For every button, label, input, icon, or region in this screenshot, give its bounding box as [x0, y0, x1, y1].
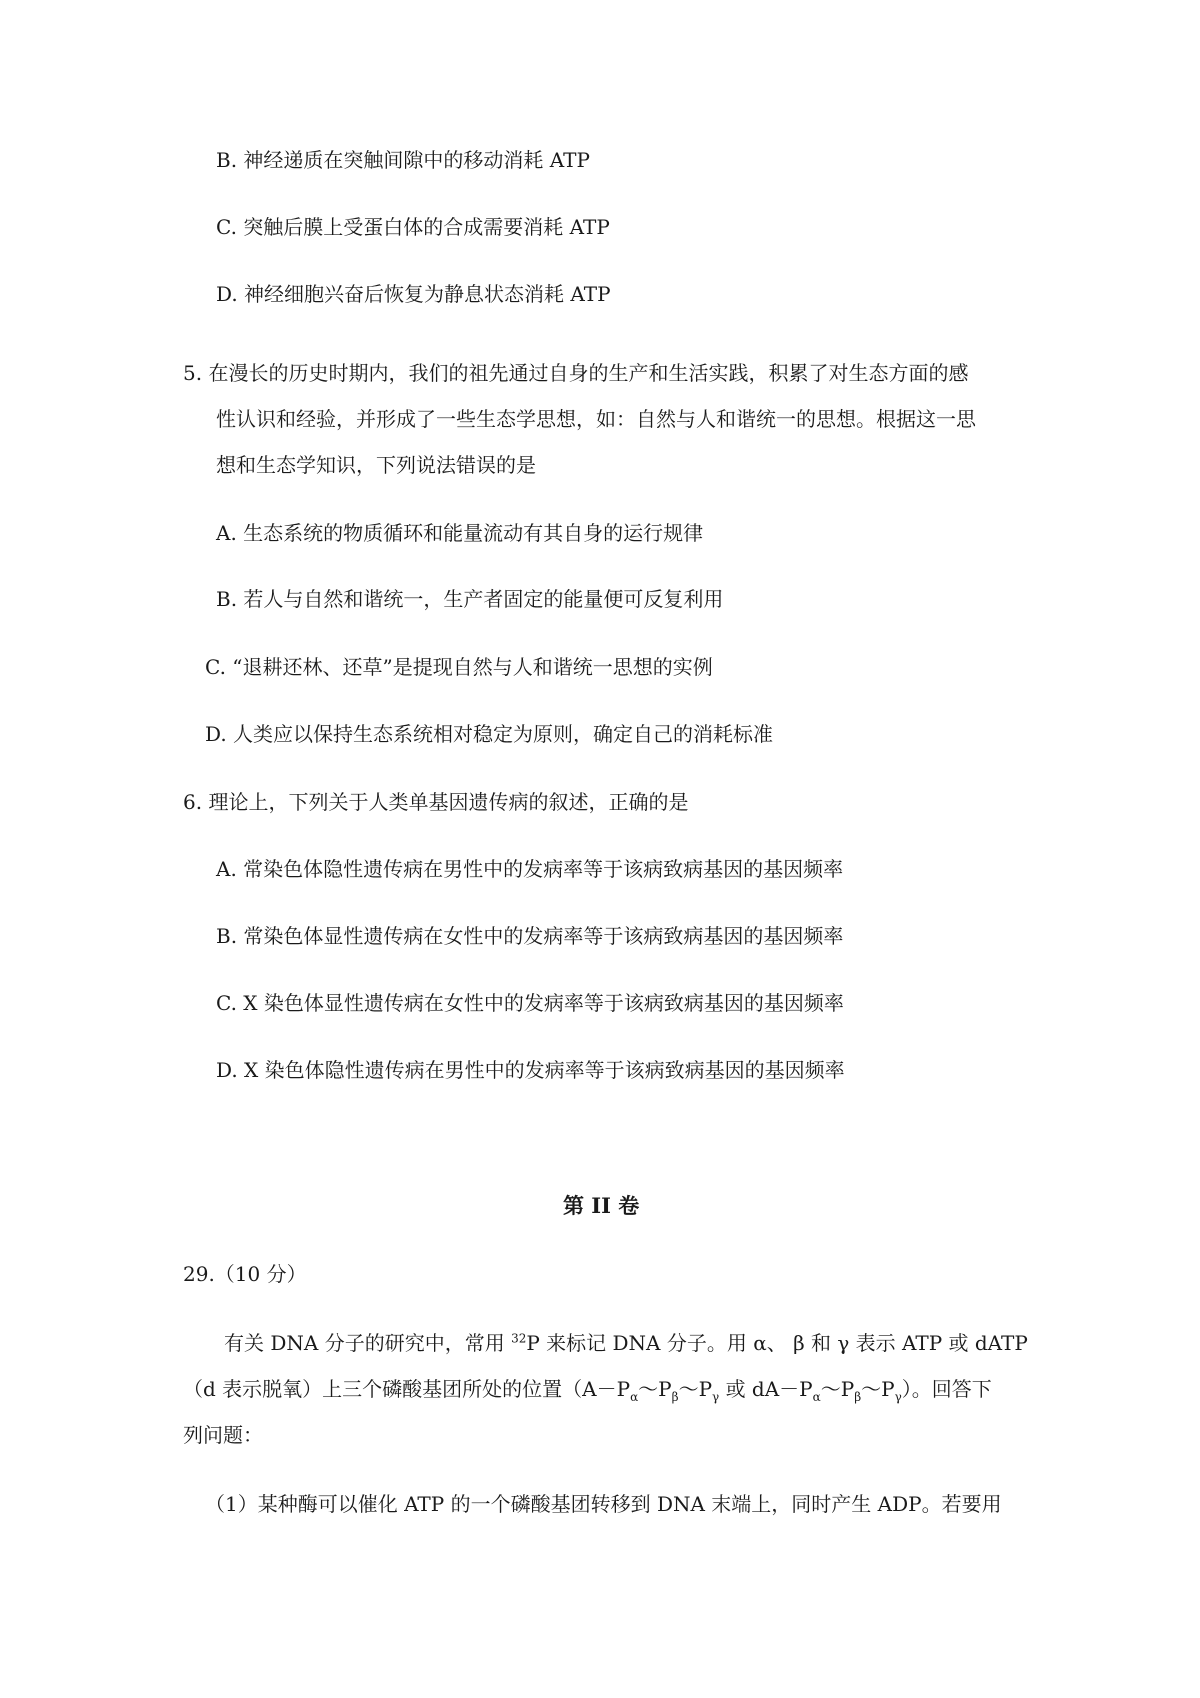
q29-p2-end: ）。回答下 — [901, 1377, 992, 1401]
q6-option-d: D. X 染色体隐性遗传病在男性中的发病率等于该病致病基因的基因频率 — [216, 1058, 845, 1082]
q29-p1-text-b: P 来标记 DNA 分子。用 α、 β 和 γ 表示 ATP 或 dATP — [526, 1331, 1028, 1355]
q4-option-d: D. 神经细胞兴奋后恢复为静息状态消耗 ATP — [216, 282, 611, 306]
q5-stem-line3: 想和生态学知识，下列说法错误的是 — [216, 453, 536, 477]
q4-option-b: B. 神经递质在突触间隙中的移动消耗 ATP — [216, 148, 590, 172]
q29-p2-mid: 或 dA－P — [719, 1377, 813, 1401]
q5-stem-line1: 5. 在漫长的历史时期内，我们的祖先通过自身的生产和生活实践，积累了对生态方面的感 — [183, 361, 969, 385]
q29-p2-text-a: （d 表示脱氧）上三个磷酸基团所处的位置（A－P — [183, 1377, 631, 1401]
q6-stem: 6. 理论上，下列关于人类单基因遗传病的叙述，正确的是 — [183, 790, 689, 814]
sub-gamma: γ — [894, 1390, 902, 1404]
sub-alpha: α — [812, 1390, 821, 1404]
q29-header: 29.（10 分） — [183, 1262, 307, 1286]
tilde-p: ～P — [678, 1377, 713, 1401]
q5-option-c: C. “退耕还林、还草”是提现自然与人和谐统一思想的实例 — [205, 655, 713, 679]
sub-beta: β — [671, 1390, 679, 1404]
section-title: 第 II 卷 — [563, 1193, 640, 1218]
q29-p1-text-a: 有关 DNA 分子的研究中，常用 — [224, 1331, 512, 1355]
tilde-p: ～P — [820, 1377, 855, 1401]
q5-option-b: B. 若人与自然和谐统一，生产者固定的能量便可反复利用 — [216, 587, 724, 611]
tilde-p: ～P — [638, 1377, 672, 1401]
q29-subquestion-1: （1）某种酶可以催化 ATP 的一个磷酸基团转移到 DNA 末端上，同时产生 ADP。若要用 — [205, 1492, 1002, 1516]
q29-paragraph-line3: 列问题： — [183, 1423, 263, 1447]
q6-option-a: A. 常染色体隐性遗传病在男性中的发病率等于该病致病基因的基因频率 — [216, 857, 844, 881]
q29-p1-superscript: 32 — [511, 1331, 527, 1346]
q29-paragraph-line2 — [183, 1376, 992, 1402]
q6-option-c: C. X 染色体显性遗传病在女性中的发病率等于该病致病基因的基因频率 — [216, 991, 844, 1015]
tilde-p: ～P — [861, 1377, 895, 1401]
sub-beta: β — [854, 1390, 862, 1404]
sub-gamma: γ — [712, 1390, 720, 1404]
q5-option-a: A. 生态系统的物质循环和能量流动有其自身的运行规律 — [216, 521, 704, 545]
q6-option-b: B. 常染色体显性遗传病在女性中的发病率等于该病致病基因的基因频率 — [216, 924, 844, 948]
q29-paragraph-line1 — [224, 1330, 1028, 1356]
q5-stem-line2: 性认识和经验，并形成了一些生态学思想，如：自然与人和谐统一的思想。根据这一思 — [216, 407, 976, 431]
sub-alpha: α — [630, 1390, 639, 1404]
q4-option-c: C. 突触后膜上受蛋白体的合成需要消耗 ATP — [216, 215, 610, 239]
q5-option-d: D. 人类应以保持生态系统相对稳定为原则，确定自己的消耗标准 — [205, 722, 774, 746]
